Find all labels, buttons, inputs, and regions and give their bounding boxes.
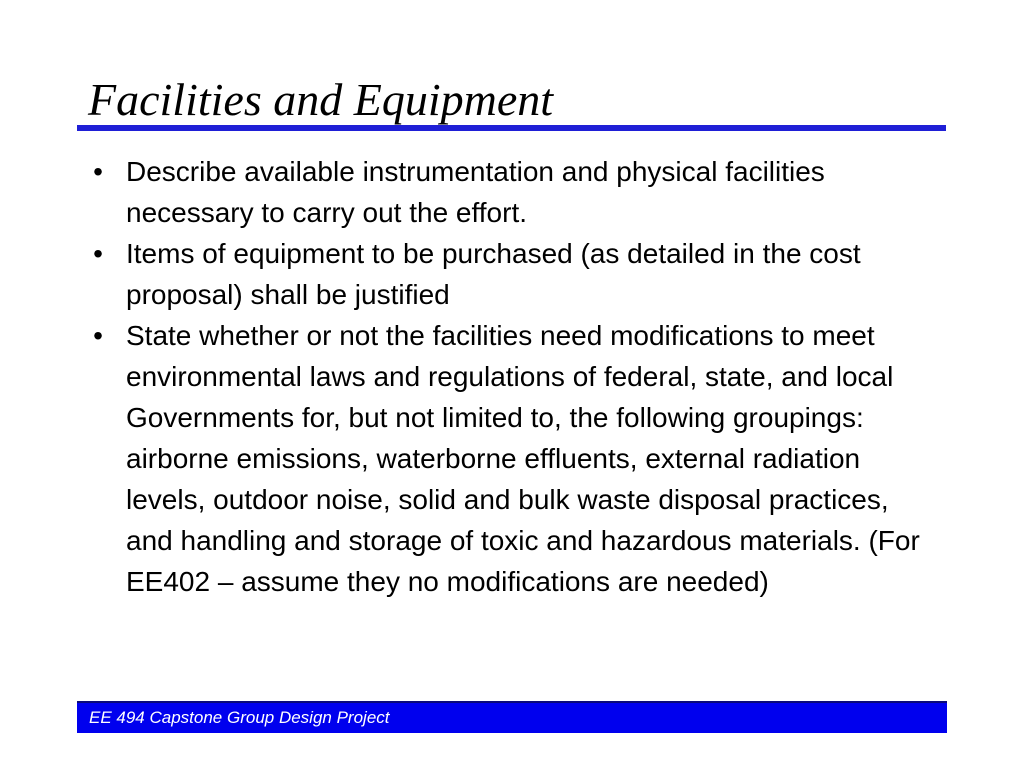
bullet-item	[88, 233, 928, 315]
bullet-item	[88, 315, 928, 602]
bullet-dot-icon: •	[93, 156, 103, 187]
bullet-text: Items of equipment to be purchased (as detailed in the cost proposal) shall be justified	[126, 238, 861, 310]
bullet-list	[88, 151, 928, 602]
bullet-item	[88, 151, 928, 233]
bullet-text: Describe available instrumentation and physical facilities necessary to carry out the effort.	[126, 156, 825, 228]
bullet-dot-icon: •	[93, 320, 103, 351]
title-divider	[77, 125, 946, 131]
bullet-dot-icon: •	[93, 238, 103, 269]
bullet-text: State whether or not the facilities need modifications to meet environmental laws and regulations of federal, state, and local Governments for, but not limited to, the following groupings: airborne emissions, waterborne effluents, external radiation levels, outdoor noise, solid and bulk waste disposal practices, and handling and storage of toxic and hazardous materials. (For EE402 – assume they no modifications are needed)	[126, 320, 920, 597]
footer-bar	[77, 701, 947, 733]
footer-text: EE 494 Capstone Group Design Project	[89, 708, 390, 727]
slide-title: Facilities and Equipment	[88, 74, 554, 125]
